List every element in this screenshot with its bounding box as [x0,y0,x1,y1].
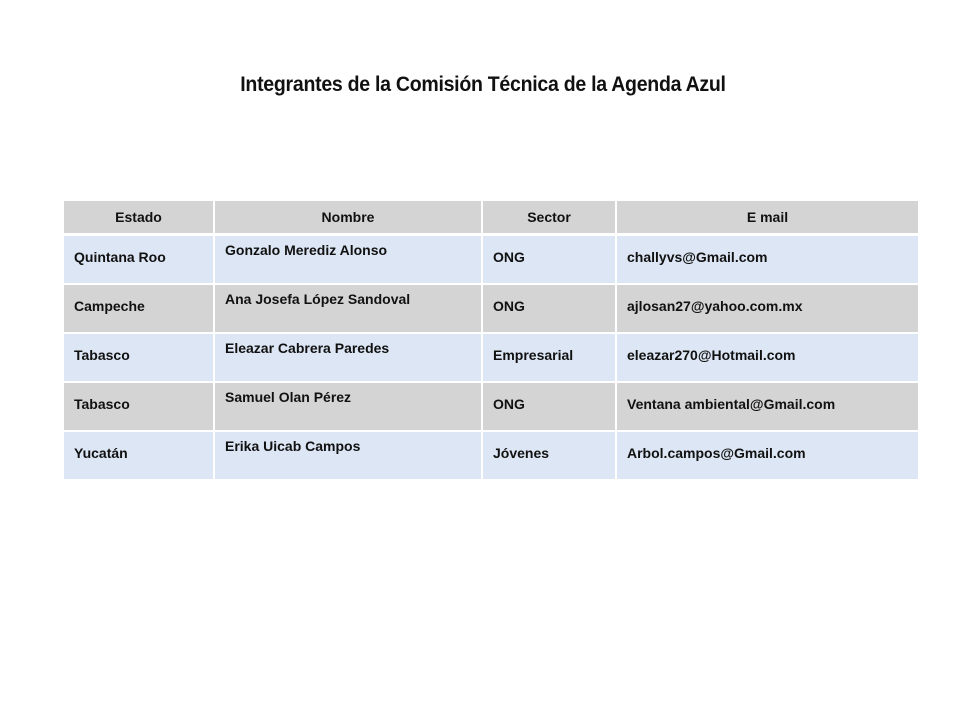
cell-nombre-text: Erika Uicab Campos [225,438,361,454]
cell-sector [482,333,616,382]
page-title: Integrantes de la Comisión Técnica de la Agenda Azul [240,73,726,96]
cell-email-text: Arbol.campos@Gmail.com [627,445,806,461]
cell-estado-text: Yucatán [74,445,128,461]
cell-email [616,235,918,285]
cell-email [616,284,918,333]
cell-nombre-text: Ana Josefa López Sandoval [225,291,411,307]
cell-sector [482,431,616,480]
table-row [64,284,918,333]
cell-nombre [214,382,482,431]
table-row [64,235,918,285]
cell-email-text: Ventana ambiental@Gmail.com [627,396,836,412]
cell-nombre [214,333,482,382]
cell-sector-text: ONG [493,396,525,412]
column-header-email: E mail [616,201,918,235]
table-row [64,382,918,431]
cell-nombre-text: Samuel Olan Pérez [225,389,352,405]
cell-nombre [214,235,482,285]
cell-email-text: challyvs@Gmail.com [627,249,768,265]
cell-email [616,382,918,431]
cell-estado-text: Campeche [74,298,145,314]
cell-email-text: eleazar270@Hotmail.com [627,347,796,363]
column-header-sector: Sector [482,201,616,235]
table-row [64,333,918,382]
column-header-estado: Estado [64,201,214,235]
table-header-row [64,201,918,235]
cell-sector-text: Empresarial [493,347,574,363]
cell-email [616,431,918,480]
cell-sector [482,382,616,431]
cell-sector-text: Jóvenes [493,445,550,461]
cell-email [616,333,918,382]
column-header-nombre: Nombre [214,201,482,235]
table-row [64,431,918,480]
cell-estado-text: Tabasco [74,347,130,363]
cell-estado [64,431,214,480]
cell-sector-text: ONG [493,249,525,265]
cell-estado [64,333,214,382]
cell-email-text: ajlosan27@yahoo.com.mx [627,298,803,314]
cell-nombre-text: Gonzalo Merediz Alonso [225,242,388,258]
cell-estado [64,235,214,285]
cell-nombre-text: Eleazar Cabrera Paredes [225,340,390,356]
cell-sector-text: ONG [493,298,525,314]
cell-estado [64,382,214,431]
cell-estado [64,284,214,333]
cell-estado-text: Tabasco [74,396,130,412]
members-table [64,201,918,481]
cell-sector [482,235,616,285]
cell-sector [482,284,616,333]
cell-nombre [214,431,482,480]
cell-estado-text: Quintana Roo [74,249,166,265]
cell-nombre [214,284,482,333]
